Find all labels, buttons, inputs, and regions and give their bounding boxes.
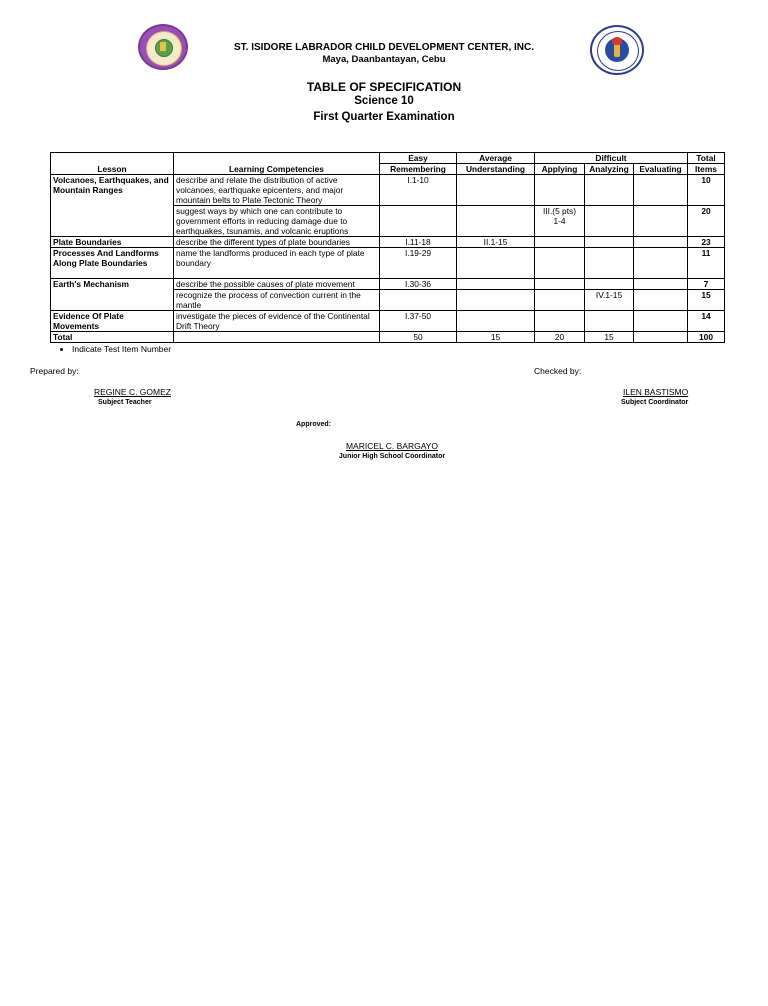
evaluating-cell <box>634 290 688 311</box>
analyzing-cell <box>585 311 634 332</box>
evaluating-total <box>634 332 688 343</box>
competency-cell: describe and relate the distribution of active volcanoes, earthquake epicenters, and major mountain belts to Plate Tectonic Theory <box>174 175 380 206</box>
doc-title: TABLE OF SPECIFICATION <box>306 80 462 94</box>
analyzing-cell <box>585 206 634 237</box>
evaluating-cell <box>634 279 688 290</box>
note <box>60 344 171 354</box>
remembering-cell: I.37-50 <box>380 311 457 332</box>
understanding-total: 15 <box>457 332 535 343</box>
doc-subject: Science 10 <box>354 95 414 107</box>
analyzing-cell <box>585 175 634 206</box>
total-label: Total <box>51 332 174 343</box>
col-header-analyzing: Analyzing <box>585 164 634 175</box>
col-header-competencies: Learning Competencies <box>174 153 380 175</box>
col-header-applying: Applying <box>535 164 585 175</box>
col-header-lesson: Lesson <box>51 153 174 175</box>
remembering-cell: I.30-36 <box>380 279 457 290</box>
table-row <box>51 279 725 290</box>
col-header-difficult: Difficult <box>535 153 688 164</box>
applying-cell <box>535 279 585 290</box>
applying-total: 20 <box>535 332 585 343</box>
col-header-evaluating: Evaluating <box>634 164 688 175</box>
approved-label: Approved: <box>296 421 331 428</box>
lesson-cell: Evidence Of Plate Movements <box>51 311 174 332</box>
total-row <box>51 332 725 343</box>
remembering-cell <box>380 206 457 237</box>
understanding-cell: II.1-15 <box>457 237 535 248</box>
school-seal-icon <box>138 24 188 70</box>
competency-cell: name the landforms produced in each type of plate boundary <box>174 248 380 279</box>
doc-exam: First Quarter Examination <box>313 111 455 123</box>
understanding-cell <box>457 279 535 290</box>
lesson-cell: Volcanoes, Earthquakes, and Mountain Ranges <box>51 175 174 237</box>
remembering-cell: I.19-29 <box>380 248 457 279</box>
remembering-cell: I.11-18 <box>380 237 457 248</box>
competency-cell: investigate the pieces of evidence of the Continental Drift Theory <box>174 311 380 332</box>
school-name: ST. ISIDORE LABRADOR CHILD DEVELOPMENT CENTER, INC. <box>233 42 534 53</box>
competency-cell <box>174 332 380 343</box>
analyzing-total: 15 <box>585 332 634 343</box>
analyzing-cell: IV.1-15 <box>585 290 634 311</box>
understanding-cell <box>457 175 535 206</box>
analyzing-cell <box>585 237 634 248</box>
total-cell: 7 <box>688 279 725 290</box>
col-header-items: Items <box>688 164 725 175</box>
evaluating-cell <box>634 248 688 279</box>
lesson-cell: Earth's Mechanism <box>51 279 174 311</box>
table-row <box>51 237 725 248</box>
analyzing-cell <box>585 279 634 290</box>
applying-cell <box>535 237 585 248</box>
specification-table <box>50 152 725 343</box>
understanding-cell <box>457 290 535 311</box>
understanding-cell <box>457 311 535 332</box>
col-header-average: Average <box>457 153 535 164</box>
prepared-label: Prepared by: <box>30 366 79 376</box>
remembering-cell <box>380 290 457 311</box>
total-cell: 20 <box>688 206 725 237</box>
applying-cell <box>535 290 585 311</box>
understanding-cell <box>457 248 535 279</box>
applying-cell <box>535 311 585 332</box>
jhs-coordinator-role: Junior High School Coordinator <box>338 453 446 460</box>
analyzing-cell <box>585 248 634 279</box>
col-header-easy: Easy <box>380 153 457 164</box>
table-row <box>51 175 725 206</box>
bullet-icon <box>60 348 63 351</box>
teacher-role: Subject Teacher <box>98 399 152 406</box>
total-cell: 15 <box>688 290 725 311</box>
table-row <box>51 248 725 279</box>
lesson-cell: Plate Boundaries <box>51 237 174 248</box>
coordinator-name: ILEN BASTISMO <box>623 387 689 397</box>
competency-cell: describe the possible causes of plate movement <box>174 279 380 290</box>
deped-seal-icon <box>590 25 644 75</box>
remembering-cell: I.1-10 <box>380 175 457 206</box>
understanding-cell <box>457 206 535 237</box>
grand-total: 100 <box>688 332 725 343</box>
evaluating-cell <box>634 237 688 248</box>
applying-cell <box>535 248 585 279</box>
total-cell: 14 <box>688 311 725 332</box>
total-cell: 11 <box>688 248 725 279</box>
total-cell: 10 <box>688 175 725 206</box>
evaluating-cell <box>634 311 688 332</box>
applying-items: 1-4 <box>553 216 566 226</box>
evaluating-cell <box>634 206 688 237</box>
col-header-understanding: Understanding <box>457 164 535 175</box>
competency-cell: suggest ways by which one can contribute to government efforts in reducing damage due to earthquakes, tsunamis, and volcanic eruptions <box>174 206 380 237</box>
col-header-total <box>688 153 725 164</box>
jhs-coordinator-name: MARICEL C. BARGAYO <box>345 441 439 451</box>
lesson-cell: Processes And Landforms Along Plate Boundaries <box>51 248 174 279</box>
school-address: Maya, Daanbantayan, Cebu <box>322 54 446 65</box>
applying-cell <box>535 175 585 206</box>
col-header-remembering: Remembering <box>380 164 457 175</box>
col-header-total-1: Total <box>696 153 716 163</box>
evaluating-cell <box>634 175 688 206</box>
applying-cell <box>535 206 585 237</box>
total-cell: 23 <box>688 237 725 248</box>
header-row-1 <box>51 153 725 164</box>
table-row <box>51 311 725 332</box>
note-text: Indicate Test Item Number <box>72 344 172 354</box>
coordinator-role: Subject Coordinator <box>621 399 689 406</box>
teacher-name: REGINE C. GOMEZ <box>94 387 171 397</box>
applying-points: III.(5 pts) <box>542 206 577 216</box>
competency-cell: describe the different types of plate boundaries <box>174 237 380 248</box>
remembering-total: 50 <box>380 332 457 343</box>
competency-cell: recognize the process of convection current in the mantle <box>174 290 380 311</box>
checked-label: Checked by: <box>534 366 582 376</box>
